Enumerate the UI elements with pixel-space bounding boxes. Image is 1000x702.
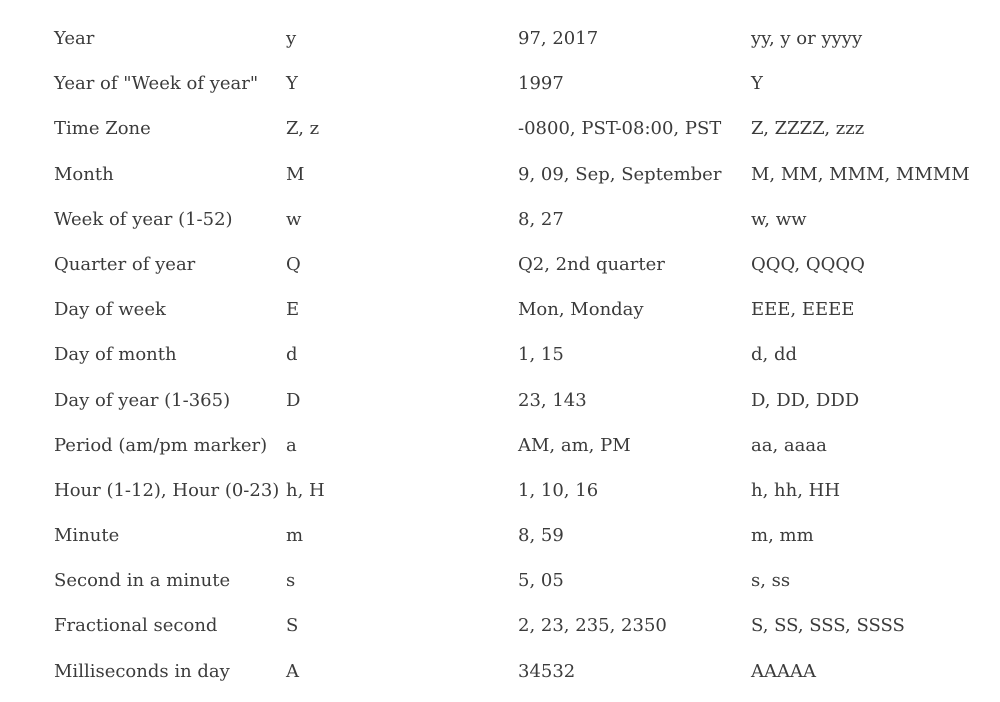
- symbol-cell: s: [286, 570, 296, 592]
- example-cell: 8, 59: [518, 525, 564, 547]
- example-cell: 8, 27: [518, 208, 564, 230]
- example-cell: 1, 15: [518, 344, 564, 366]
- example-cell: -0800, PST-08:00, PST: [518, 118, 722, 140]
- table-row: [0, 332, 1000, 377]
- table-row: [0, 558, 1000, 603]
- field-name-cell: Period (am/pm marker): [54, 434, 268, 456]
- table-row: [0, 649, 1000, 694]
- field-name-cell: Time Zone: [54, 118, 151, 140]
- example-cell: 1997: [518, 73, 564, 95]
- field-name-cell: Day of week: [54, 299, 166, 321]
- table-row: [0, 423, 1000, 468]
- symbol-cell: h, H: [286, 479, 325, 501]
- symbol-cell: E: [286, 299, 300, 321]
- table-row: [0, 152, 1000, 197]
- example-cell: 97, 2017: [518, 28, 599, 49]
- symbol-cell: w: [286, 208, 302, 230]
- pattern-cell: AAAAA: [751, 660, 816, 682]
- pattern-cell: d, dd: [751, 344, 798, 366]
- symbol-cell: S: [286, 615, 299, 637]
- pattern-cell: S, SS, SSS, SSSS: [751, 615, 905, 637]
- symbol-cell: A: [286, 660, 299, 682]
- field-name-cell: Hour (1-12), Hour (0-23): [54, 479, 280, 501]
- symbol-cell: Z, z: [286, 118, 320, 140]
- pattern-cell: w, ww: [751, 208, 807, 230]
- symbol-cell: M: [286, 163, 305, 185]
- field-name-cell: Year of "Week of year": [54, 73, 259, 95]
- table-row: [0, 468, 1000, 513]
- table-row: [0, 61, 1000, 106]
- field-name-cell: Year: [54, 28, 95, 49]
- field-name-cell: Second in a minute: [54, 570, 231, 592]
- example-cell: AM, am, PM: [518, 434, 631, 456]
- field-name-cell: Quarter of year: [54, 253, 196, 275]
- symbol-cell: D: [286, 389, 301, 411]
- example-cell: Mon, Monday: [518, 299, 644, 321]
- table-row: [0, 513, 1000, 558]
- symbol-cell: Q: [286, 253, 301, 275]
- pattern-cell: M, MM, MMM, MMMM: [751, 163, 970, 185]
- example-cell: 5, 05: [518, 570, 564, 592]
- field-name-cell: Month: [54, 163, 114, 185]
- field-name-cell: Milliseconds in day: [54, 660, 230, 682]
- example-cell: Q2, 2nd quarter: [518, 253, 665, 275]
- pattern-cell: EEE, EEEE: [751, 299, 855, 321]
- symbol-cell: Y: [286, 73, 298, 95]
- pattern-cell: D, DD, DDD: [751, 389, 860, 411]
- table-row: [0, 106, 1000, 151]
- pattern-cell: Y: [751, 73, 763, 95]
- symbol-cell: d: [286, 344, 298, 366]
- date-format-table: [0, 16, 1000, 694]
- pattern-cell: QQQ, QQQQ: [751, 253, 865, 275]
- pattern-cell: m, mm: [751, 525, 814, 547]
- example-cell: 1, 10, 16: [518, 479, 599, 501]
- table-row: [0, 197, 1000, 242]
- pattern-cell: Z, ZZZZ, zzz: [751, 118, 865, 140]
- field-name-cell: Day of month: [54, 344, 177, 366]
- field-name-cell: Minute: [54, 525, 120, 547]
- table-row: [0, 287, 1000, 332]
- table-row: [0, 378, 1000, 423]
- field-name-cell: Fractional second: [54, 615, 218, 637]
- example-cell: 23, 143: [518, 389, 587, 411]
- table-row: [0, 16, 1000, 61]
- field-name-cell: Day of year (1-365): [54, 389, 231, 411]
- pattern-cell: yy, y or yyyy: [751, 28, 863, 49]
- example-cell: 34532: [518, 660, 576, 682]
- example-cell: 2, 23, 235, 2350: [518, 615, 667, 637]
- table-row: [0, 242, 1000, 287]
- symbol-cell: y: [286, 28, 297, 49]
- pattern-cell: h, hh, HH: [751, 479, 841, 501]
- pattern-cell: aa, aaaa: [751, 434, 827, 456]
- symbol-cell: m: [286, 525, 304, 547]
- example-cell: 9, 09, Sep, September: [518, 163, 722, 185]
- field-name-cell: Week of year (1-52): [54, 208, 233, 230]
- pattern-cell: s, ss: [751, 570, 791, 592]
- symbol-cell: a: [286, 434, 297, 456]
- table-row: [0, 603, 1000, 648]
